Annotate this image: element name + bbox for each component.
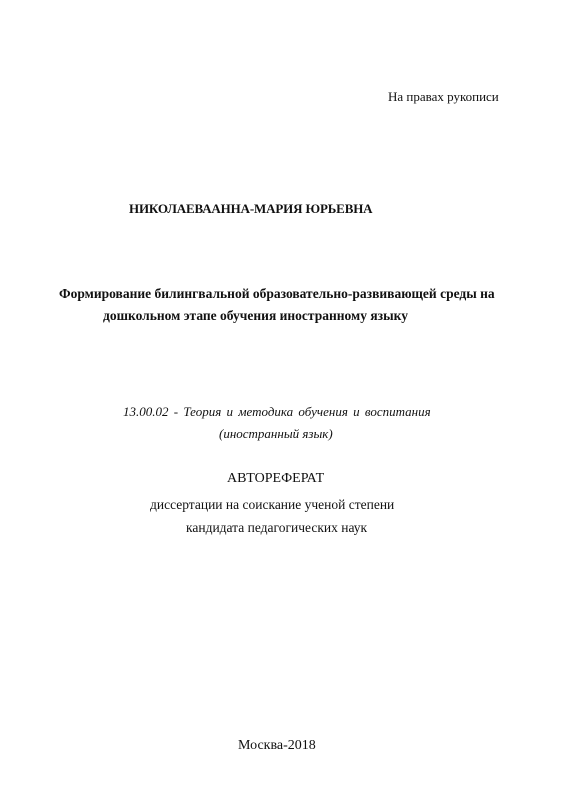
dissertation-title-line-1: Формирование билингвальной образовательно-развивающей среды на: [59, 286, 495, 301]
author-name: НИКОЛАЕВААННА-МАРИЯ ЮРЬЕВНА: [129, 201, 373, 216]
document-type: АВТОРЕФЕРАТ: [227, 471, 325, 486]
manuscript-rights-note: На правах рукописи: [388, 89, 499, 104]
specialty-language-line: (иностранный язык): [219, 426, 333, 441]
specialty-code-line: 13.00.02 - Теория и методика обучения и воспитания: [123, 404, 431, 419]
dissertation-title-line-2: дошкольном этапе обучения иностранному языку: [103, 308, 408, 323]
degree-statement-line-2: кандидата педагогических наук: [186, 520, 368, 535]
degree-statement-line-1: диссертации на соискание ученой степени: [150, 497, 395, 512]
city-and-year: Москва-2018: [238, 738, 316, 753]
